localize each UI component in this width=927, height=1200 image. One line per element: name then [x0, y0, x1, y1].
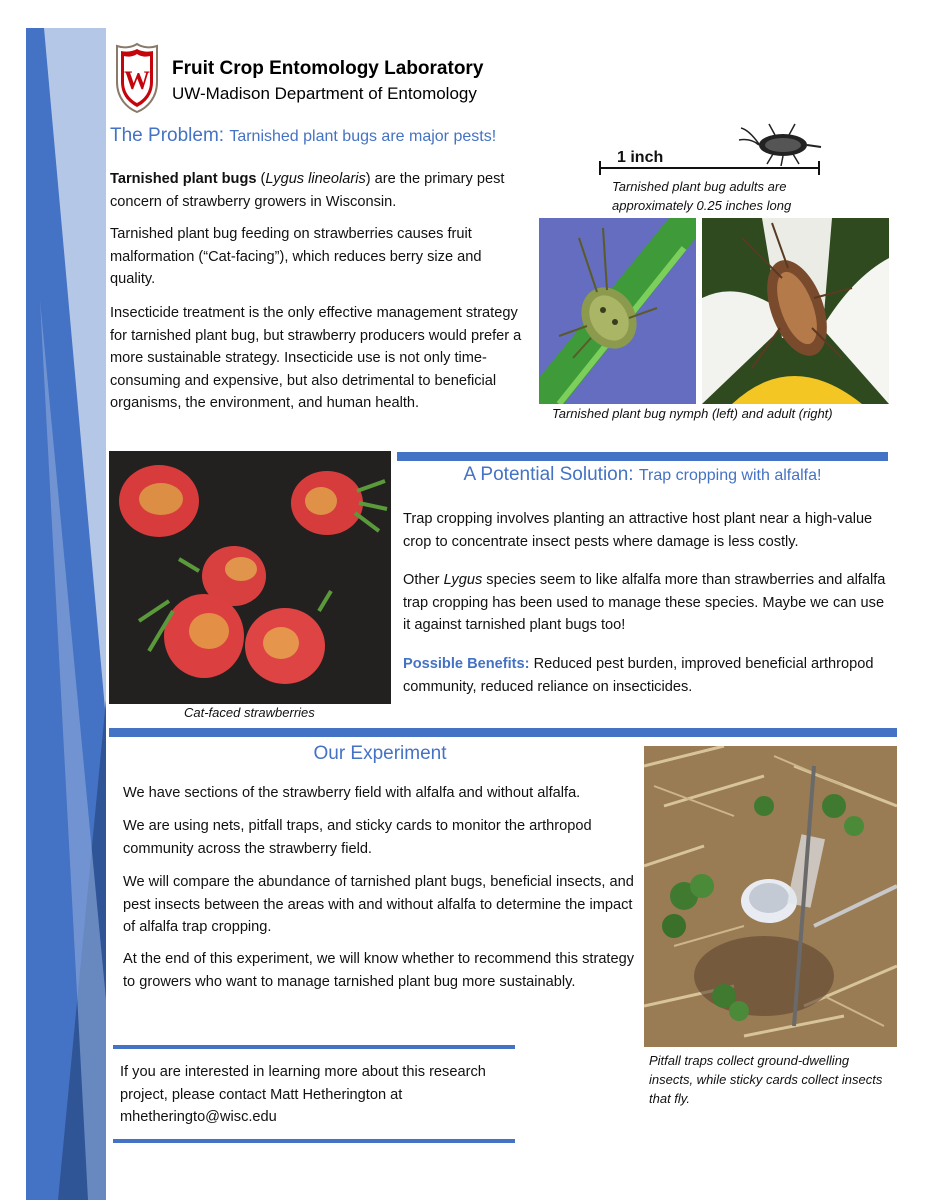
solution-heading: [397, 464, 888, 486]
scale-bar-label: 1 inch: [617, 149, 664, 166]
contact-email[interactable]: mhetheringto@wisc.edu: [120, 1109, 277, 1125]
strawberries-caption: Cat-faced strawberries: [184, 705, 315, 720]
experiment-paragraph-4: At the end of this experiment, we will know whether to recommend this strategy to growers who want to manage tarnished plant bug more sustainably.: [123, 951, 635, 990]
logo-letter: W: [124, 66, 150, 95]
problem-paragraph-2: Tarnished plant bug feeding on strawberries causes fruit malformation (“Cat-facing”), which reduces berry size and quality.: [110, 226, 482, 287]
solution-heading-main: A Potential Solution:: [463, 464, 639, 485]
nymph-photo: [539, 218, 696, 404]
contact-box: [120, 1061, 520, 1129]
solution-paragraph-2: [403, 569, 891, 637]
contact-divider: [113, 1139, 515, 1143]
scale-caption: Tarnished plant bug adults are approximately 0.25 inches long: [612, 179, 792, 213]
bold-term: Tarnished plant bugs: [110, 171, 257, 187]
experiment-heading: Our Experiment: [313, 743, 447, 764]
experiment-paragraph-1: We have sections of the strawberry field with alfalfa and without alfalfa.: [123, 785, 581, 801]
text-fragment: (: [256, 171, 266, 187]
problem-heading: [110, 125, 496, 147]
uw-crest-logo: [113, 42, 161, 114]
experiment-paragraph-3: We will compare the abundance of tarnished plant bugs, beneficial insects, and pest insects between the areas with and without alfalfa to determine the impact of alfalfa trap cropping.: [123, 874, 634, 935]
scale-bar-tick: [599, 161, 601, 175]
text-fragment: Other: [403, 572, 444, 588]
contact-divider: [113, 1045, 515, 1049]
benefits-text: Reduced pest burden, improved beneficial arthropod community, reduced reliance on insecticides.: [403, 656, 874, 695]
bug-silhouette-icon: [733, 120, 825, 166]
pitfall-caption: Pitfall traps collect ground-dwelling insects, while sticky cards collect insects that fly.: [649, 1053, 883, 1106]
problem-heading-sub: Tarnished plant bugs are major pests!: [229, 128, 497, 145]
scientific-name: Lygus lineolaris: [265, 171, 366, 187]
strawberries-photo: [109, 451, 391, 704]
adult-photo: [702, 218, 889, 404]
department-name: UW-Madison Department of Entomology: [172, 84, 477, 103]
genus-name: Lygus: [443, 572, 483, 588]
experiment-paragraph-2: We are using nets, pitfall traps, and sticky cards to monitor the arthropod community across the strawberry field.: [123, 818, 592, 857]
scale-bar-tick: [818, 161, 820, 175]
decorative-side-band: [0, 0, 110, 1200]
section-divider: [397, 452, 888, 461]
benefits-paragraph: [403, 653, 891, 698]
scale-bar: [600, 167, 820, 169]
problem-heading-main: The Problem:: [110, 125, 230, 146]
problem-paragraph-3: Insecticide treatment is the only effective management strategy for tarnished plant bug, but strawberry producers would prefer a more sustainable strategy. Insecticide use is not only time-consuming and expensive, but also detrimental to beneficial organisms, the environment, and human health.: [110, 305, 522, 411]
lab-title: Fruit Crop Entomology Laboratory: [172, 58, 484, 79]
bug-photos-caption: Tarnished plant bug nymph (left) and adult (right): [552, 406, 833, 421]
problem-paragraph-1: [110, 168, 525, 213]
text-fragment: ) are the primary pest concern of strawberry growers in Wisconsin.: [110, 171, 505, 210]
section-divider: [109, 728, 897, 737]
text-fragment: species seem to like alfalfa more than strawberries and alfalfa trap cropping has been used to manage these species. Maybe we can use it against tarnished plant bugs too!: [403, 572, 886, 633]
solution-heading-sub: Trap cropping with alfalfa!: [638, 467, 822, 484]
benefits-label: Possible Benefits:: [403, 656, 530, 672]
solution-paragraph-1: Trap cropping involves planting an attractive host plant near a high-value crop to concentrate insect pests where damage is less costly.: [403, 511, 873, 550]
pitfall-trap-photo: [644, 746, 897, 1047]
contact-text: If you are interested in learning more about this research project, please contact Matt Hetherington at: [120, 1064, 486, 1103]
